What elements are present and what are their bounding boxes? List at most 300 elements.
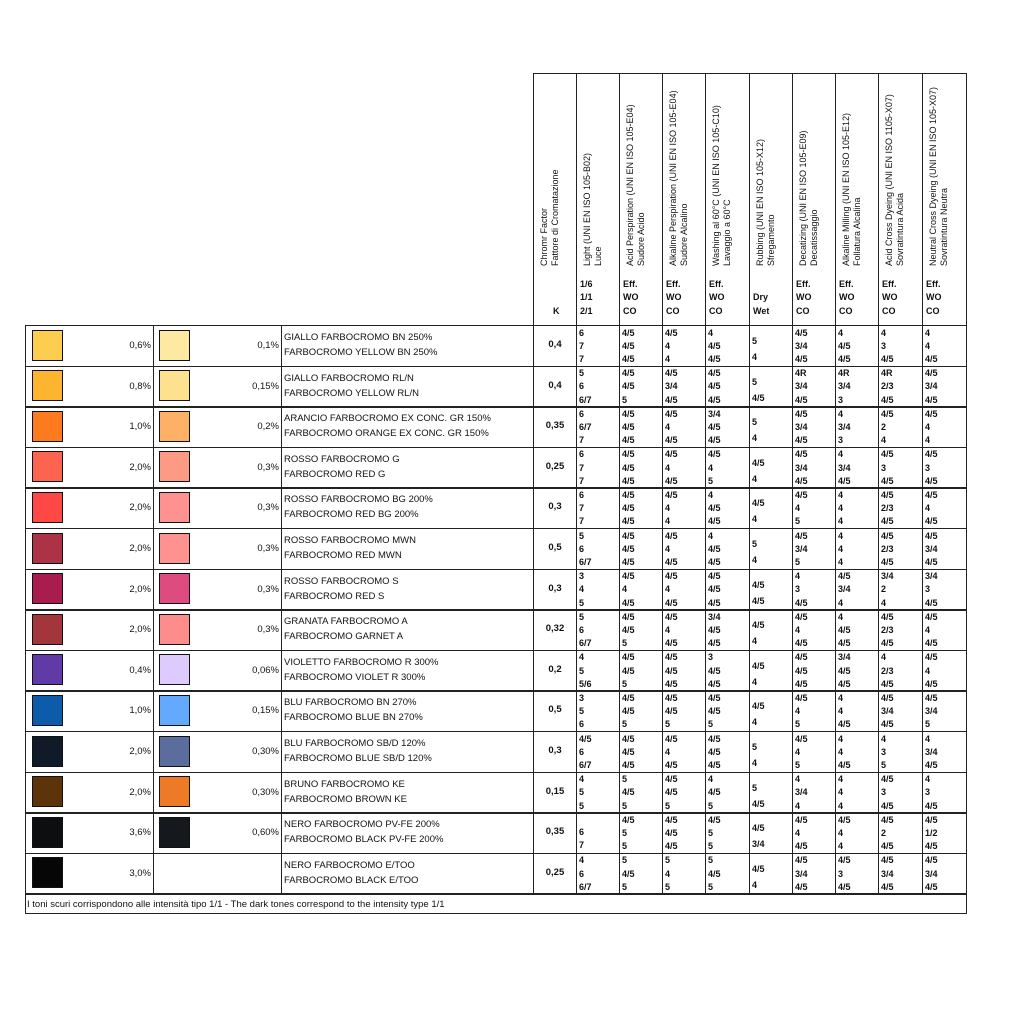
rating-value: 3 xyxy=(795,584,801,595)
rating-cell-acidcross xyxy=(881,611,920,650)
rating-cell-acid xyxy=(622,489,660,528)
light-tone-percent: 0,15% xyxy=(252,380,279,392)
rating-value: 4/5 xyxy=(622,665,635,676)
product-name-it: ROSSO FARBOCROMO MWN xyxy=(284,535,416,546)
rating-value: 4/5 xyxy=(838,340,851,351)
rating-value: 4 xyxy=(708,327,714,338)
product-name-it: ROSSO FARBOCROMO BG 200% xyxy=(284,494,433,506)
rating-cell-neutralcross xyxy=(925,814,964,853)
rating-value: 3/4 xyxy=(838,584,851,595)
rating-value: 4/5 xyxy=(925,678,938,689)
light-tone-swatch xyxy=(159,573,190,604)
rating-value: 4 xyxy=(881,435,887,446)
grid-line xyxy=(705,73,706,893)
rating-value: 4 xyxy=(665,746,671,757)
rating-cell-acid xyxy=(622,570,660,609)
subheader-label: CO xyxy=(882,305,896,316)
product-name-en: FARBOCROMO BLUE BN 270% xyxy=(284,712,423,724)
rating-value: 4 xyxy=(925,774,931,785)
rating-cell-milling xyxy=(838,408,876,447)
rating-cell-alk xyxy=(665,530,703,569)
rating-value: 5 xyxy=(708,475,714,486)
k-factor-value: 0,25 xyxy=(545,866,565,878)
rating-value: 4 xyxy=(838,746,844,757)
dark-tone-swatch xyxy=(32,370,63,401)
rating-cell-acid xyxy=(622,530,660,569)
dark-tone-percent: 3,6% xyxy=(129,827,151,839)
rating-value: 4/5 xyxy=(925,692,938,703)
rating-value: 4/5 xyxy=(622,624,635,635)
rating-value: 4/5 xyxy=(881,774,894,785)
k-factor-value: 0,32 xyxy=(545,623,565,635)
rating-value: 4/5 xyxy=(665,787,678,798)
rating-value: 3/4 xyxy=(925,571,938,582)
rating-value: 4/5 xyxy=(795,855,808,866)
rating-value: 4 xyxy=(795,800,801,811)
rating-value: 3 xyxy=(838,394,844,405)
rating-value: 4/5 xyxy=(881,800,894,811)
column-header-title-line: Neutral Cross Dyeing (UNI EN ISO 105-X07) xyxy=(928,86,938,266)
rating-value: 4 xyxy=(838,841,844,852)
rating-value: 4 xyxy=(752,676,758,687)
rating-value: 5 xyxy=(622,855,628,866)
product-name-en: FARBOCROMO BLACK E/TOO xyxy=(284,874,419,886)
subheader-label: 1/1 xyxy=(580,292,593,303)
k-factor-value: 0,25 xyxy=(545,460,565,472)
rating-cell-rub xyxy=(752,861,790,900)
subheader-label: Eff. xyxy=(839,279,854,289)
rating-value: 2 xyxy=(881,421,887,432)
product-name-it: ARANCIO FARBOCROMO EX CONC. GR 150% xyxy=(284,413,491,425)
dark-tone-percent: 0,6% xyxy=(129,340,151,351)
light-tone-percent: 0,15% xyxy=(252,705,279,717)
rating-cell-decat xyxy=(795,692,833,731)
rating-cell-light xyxy=(579,651,617,690)
rating-value: 3 xyxy=(925,584,931,595)
k-factor-value: 0,35 xyxy=(545,826,565,838)
dark-tone-percent: 2,0% xyxy=(129,583,151,595)
dark-tone-percent: 2,0% xyxy=(129,461,151,473)
rating-value: 4/5 xyxy=(708,543,721,554)
rating-value: 4/5 xyxy=(752,660,765,671)
rating-value: 4 xyxy=(795,827,801,838)
subheader-label: CO xyxy=(623,305,637,316)
grid-line xyxy=(835,73,836,893)
product-name-it: GRANATA FARBOCROMO A xyxy=(284,616,408,628)
rating-value: 4/5 xyxy=(622,733,635,744)
dark-tone-percent: 1,0% xyxy=(129,705,151,717)
rating-value: 4/5 xyxy=(881,678,894,689)
rating-value: 4/5 xyxy=(708,597,721,608)
rating-cell-acidcross xyxy=(881,733,920,772)
rating-cell-milling xyxy=(838,733,876,772)
rating-value: 5 xyxy=(881,760,887,771)
rating-value: 5 xyxy=(795,719,801,730)
rating-value: 4/5 xyxy=(925,855,938,866)
rating-value: 4/5 xyxy=(622,571,635,582)
light-tone-percent: 0,3% xyxy=(257,624,279,636)
rating-value: 4 xyxy=(665,503,671,514)
rating-cell-decat xyxy=(795,814,833,853)
rating-value: 4 xyxy=(838,827,844,838)
rating-value: 4/5 xyxy=(665,489,678,500)
rating-value: 4/5 xyxy=(665,774,678,785)
rating-value: 3 xyxy=(579,692,585,703)
rating-cell-wash xyxy=(708,611,747,650)
rating-cell-acidcross xyxy=(881,651,920,690)
rating-cell-light xyxy=(579,814,617,853)
rating-value: 4/5 xyxy=(665,327,678,338)
rating-value: 4/5 xyxy=(881,814,894,825)
rating-value: 2 xyxy=(881,584,887,595)
rating-value: 4R xyxy=(838,368,850,379)
rating-value: 4/5 xyxy=(622,368,635,379)
subheader-label: CO xyxy=(709,305,723,316)
rating-value: 4/5 xyxy=(665,368,678,379)
rating-value: 4/5 xyxy=(622,597,635,608)
rating-cell-light xyxy=(579,408,617,447)
rating-value: 4 xyxy=(579,774,585,785)
dark-tone-percent: 2,0% xyxy=(129,746,151,757)
rating-value: 4/5 xyxy=(622,787,635,798)
product-name-en: FARBOCROMO BLACK PV-FE 200% xyxy=(284,834,444,846)
subheader-label: WO xyxy=(623,292,639,303)
dark-tone-percent: 0,4% xyxy=(129,664,151,676)
rating-cell-wash xyxy=(708,854,747,893)
k-factor-value: 0,5 xyxy=(548,542,562,553)
rating-cell-acid xyxy=(622,651,660,690)
rating-value: 3 xyxy=(579,571,585,582)
rating-value: 5 xyxy=(708,827,714,838)
rating-value: 4/5 xyxy=(881,638,894,649)
rating-value: 5 xyxy=(665,800,671,811)
rating-value: 4/5 xyxy=(925,489,938,500)
rating-cell-milling xyxy=(838,448,876,487)
rating-value: 4/5 xyxy=(925,516,938,527)
rating-value: 4 xyxy=(881,733,887,744)
column-subheader-alk xyxy=(666,278,682,318)
rating-value: 4/5 xyxy=(752,595,765,606)
column-subheader-rub xyxy=(753,291,769,318)
dark-tone-swatch xyxy=(32,736,63,767)
rating-cell-rub xyxy=(752,455,790,494)
rating-value: 4 xyxy=(925,624,931,635)
rating-value: 6 xyxy=(579,489,585,500)
rating-value: 4/5 xyxy=(795,611,808,622)
rating-value: 6 xyxy=(579,381,585,392)
dark-tone-percent: 0,8% xyxy=(129,380,151,392)
rating-value: 4/5 xyxy=(925,814,938,825)
rating-value: 4/5 xyxy=(795,530,808,541)
rating-cell-wash xyxy=(708,448,747,487)
rating-value: 4/5 xyxy=(708,381,721,392)
rating-cell-neutralcross xyxy=(925,367,964,406)
rating-value: 2/3 xyxy=(881,665,894,676)
rating-cell-milling xyxy=(838,489,876,528)
rating-value: 4/5 xyxy=(795,408,808,419)
rating-cell-decat xyxy=(795,570,833,609)
rating-value: 4/5 xyxy=(925,475,938,486)
column-header-title xyxy=(798,130,820,266)
rating-value: 4/5 xyxy=(708,368,721,379)
dark-tone-swatch xyxy=(32,817,63,848)
rating-value: 4 xyxy=(708,530,714,541)
rating-value: 4 xyxy=(665,584,671,595)
rating-value: 4 xyxy=(925,327,931,338)
column-header-title xyxy=(539,169,561,266)
rating-value: 6 xyxy=(579,719,585,730)
subheader-label: Wet xyxy=(753,305,770,316)
rating-value: 4/5 xyxy=(752,701,765,712)
rating-value: 4/5 xyxy=(665,692,678,703)
rating-value: 4 xyxy=(665,543,671,554)
k-factor-value: 0,5 xyxy=(548,704,562,716)
rating-cell-wash xyxy=(708,692,747,731)
rating-value: 3 xyxy=(838,435,844,446)
rating-value: 6 xyxy=(579,868,585,879)
rating-value: 4 xyxy=(838,449,844,460)
rating-value: 4/5 xyxy=(708,354,721,365)
column-header-title-line: Rubbing (UNI EN ISO 105-X12) xyxy=(755,138,765,266)
rating-value: 4 xyxy=(881,652,887,663)
rating-cell-decat xyxy=(795,448,833,487)
rating-value: 4/5 xyxy=(622,381,635,392)
rating-value: 4/5 xyxy=(881,394,894,405)
dark-tone-swatch xyxy=(32,695,63,726)
dark-tone-swatch xyxy=(32,857,63,888)
column-header-title-line: Fattore di Cromatazione xyxy=(550,169,560,266)
light-tone-percent: 0,06% xyxy=(252,664,279,676)
rating-value: 2/3 xyxy=(881,543,894,554)
rating-value: 4/5 xyxy=(838,665,851,676)
rating-cell-light xyxy=(579,570,617,609)
rating-value: 4/5 xyxy=(881,354,894,365)
rating-value: 4 xyxy=(665,868,671,879)
rating-cell-neutralcross xyxy=(925,773,964,812)
rating-cell-light xyxy=(579,692,617,731)
rating-value: 7 xyxy=(579,435,585,446)
rating-value: 4 xyxy=(579,652,585,663)
rating-value: 4/5 xyxy=(622,489,635,500)
column-header-title-line: Sfregamento xyxy=(766,214,776,266)
column-header-title xyxy=(711,105,733,266)
rating-value: 4 xyxy=(838,503,844,514)
k-factor-value: 0,3 xyxy=(548,745,562,756)
rating-cell-wash xyxy=(708,773,747,812)
product-name-it: BLU FARBOCROMO SB/D 120% xyxy=(284,738,426,749)
rating-cell-neutralcross xyxy=(925,327,964,366)
rating-value: 4 xyxy=(925,340,931,351)
rating-value: 4 xyxy=(622,584,628,595)
rating-cell-alk xyxy=(665,692,703,731)
rating-value: 4/5 xyxy=(838,624,851,635)
subheader-label: CO xyxy=(666,305,680,316)
light-tone-swatch xyxy=(159,492,190,523)
rating-value: 4/5 xyxy=(622,706,635,717)
rating-value: 4/5 xyxy=(838,638,851,649)
k-factor-value: 0,15 xyxy=(545,785,565,797)
rating-value: 6 xyxy=(579,827,585,838)
rating-value: 4/5 xyxy=(925,530,938,541)
rating-value: 3/4 xyxy=(925,543,938,554)
rating-value: 4 xyxy=(795,774,801,785)
rating-value: 4 xyxy=(579,855,585,866)
rating-value: 4/5 xyxy=(708,760,721,771)
grid-line xyxy=(966,73,967,893)
dark-tone-swatch xyxy=(32,451,63,482)
rating-cell-rub xyxy=(752,739,790,778)
rating-value: 4 xyxy=(838,489,844,500)
rating-cell-wash xyxy=(708,651,747,690)
rating-value: 5 xyxy=(622,841,628,852)
dark-tone-swatch xyxy=(32,776,63,807)
rating-cell-decat xyxy=(795,327,833,366)
rating-value: 4/5 xyxy=(665,814,678,825)
rating-value: 6/7 xyxy=(579,421,592,432)
rating-value: 4 xyxy=(925,435,931,446)
light-tone-percent: 0,60% xyxy=(252,827,279,839)
rating-value: 4/5 xyxy=(925,611,938,622)
rating-value: 4/5 xyxy=(665,665,678,676)
rating-cell-acid xyxy=(622,854,660,893)
rating-cell-light xyxy=(579,367,617,406)
rating-value: 4/5 xyxy=(622,516,635,527)
rating-cell-light xyxy=(579,854,617,893)
rating-cell-neutralcross xyxy=(925,489,964,528)
rating-value: 4 xyxy=(925,665,931,676)
rating-value xyxy=(579,814,617,826)
dark-tone-percent: 2,0% xyxy=(129,624,151,636)
rating-cell-wash xyxy=(708,814,747,853)
rating-value: 6 xyxy=(579,327,585,338)
rating-value: 4 xyxy=(752,717,758,728)
rating-value: 4/5 xyxy=(795,638,808,649)
rating-value: 3 xyxy=(881,746,887,757)
rating-value: 4 xyxy=(665,421,671,432)
column-header-title xyxy=(755,139,777,266)
rating-value: 4/5 xyxy=(795,449,808,460)
rating-cell-milling xyxy=(838,611,876,650)
rating-cell-acidcross xyxy=(881,692,920,731)
grid-line xyxy=(533,73,534,893)
rating-value: 4/5 xyxy=(795,665,808,676)
rating-value: 4/5 xyxy=(925,841,938,852)
subheader-label: Eff. xyxy=(666,279,681,289)
rating-value: 5 xyxy=(752,376,758,387)
rating-value: 3 xyxy=(881,340,887,351)
subheader-label: WO xyxy=(796,292,812,303)
rating-value: 5 xyxy=(579,787,585,798)
rating-value: 4/5 xyxy=(881,489,894,500)
subheader-label: Eff. xyxy=(623,279,638,289)
rating-value: 4/5 xyxy=(622,327,635,338)
dark-tone-percent: 1,0% xyxy=(129,421,151,433)
rating-value: 4/5 xyxy=(665,557,678,568)
subheader-label: 1/6 xyxy=(580,279,593,289)
rating-value: 3 xyxy=(838,868,844,879)
rating-value: 4/5 xyxy=(708,394,721,405)
product-name-it: NERO FARBOCROMO E/TOO xyxy=(284,859,415,871)
rating-value: 5 xyxy=(622,638,628,649)
rating-value: 5 xyxy=(579,530,585,541)
light-tone-percent: 0,30% xyxy=(252,786,279,798)
rating-value: 4/5 xyxy=(665,652,678,663)
rating-value: 4/5 xyxy=(881,881,894,892)
rating-cell-rub xyxy=(752,333,790,372)
product-name-en: FARBOCROMO BLUE SB/D 120% xyxy=(284,753,432,764)
rating-value: 4/5 xyxy=(622,557,635,568)
rating-value: 2/3 xyxy=(881,503,894,514)
rating-value: 4/5 xyxy=(665,706,678,717)
grid-line xyxy=(922,73,923,893)
rating-cell-rub xyxy=(752,617,790,656)
rating-value: 4 xyxy=(665,516,671,527)
rating-cell-acid xyxy=(622,367,660,406)
rating-value: 4/5 xyxy=(708,638,721,649)
rating-cell-decat xyxy=(795,651,833,690)
column-header-title-line: Chromr Factor xyxy=(539,207,549,266)
rating-value: 4 xyxy=(665,354,671,365)
rating-value: 4/5 xyxy=(881,516,894,527)
rating-cell-acidcross xyxy=(881,489,920,528)
rating-value: 5 xyxy=(622,719,628,730)
grid-line xyxy=(662,73,663,893)
grid-line xyxy=(792,73,793,893)
rating-value: 4/5 xyxy=(708,421,721,432)
rating-cell-milling xyxy=(838,367,876,406)
product-name-it: BLU FARBOCROMO BN 270% xyxy=(284,697,417,709)
rating-value: 4/5 xyxy=(795,841,808,852)
rating-value: 4 xyxy=(665,340,671,351)
rating-value: 5 xyxy=(752,742,758,752)
rating-cell-milling xyxy=(838,692,876,731)
rating-cell-alk xyxy=(665,327,703,366)
rating-cell-rub xyxy=(752,658,790,697)
light-tone-swatch xyxy=(159,614,190,645)
rating-value: 4/5 xyxy=(925,638,938,649)
rating-cell-milling xyxy=(838,814,876,853)
rating-value: 4/5 xyxy=(665,638,678,649)
rating-value: 4/5 xyxy=(622,449,635,460)
rating-value: 4/5 xyxy=(795,733,808,744)
rating-value: 7 xyxy=(579,354,585,365)
rating-value: 4/5 xyxy=(838,571,851,582)
rating-cell-neutralcross xyxy=(925,408,964,447)
rating-value: 5 xyxy=(708,841,714,852)
light-tone-percent: 0,30% xyxy=(252,746,279,757)
rating-cell-acid xyxy=(622,733,660,772)
rating-value: 4/5 xyxy=(622,611,635,622)
rating-value: 4/5 xyxy=(838,881,851,892)
rating-value: 4/5 xyxy=(665,408,678,419)
rating-value: 4/5 xyxy=(795,692,808,703)
rating-value: 4/5 xyxy=(708,624,721,635)
rating-value: 3/4 xyxy=(708,408,721,419)
rating-value: 7 xyxy=(579,340,585,351)
column-header-title-line: Luce xyxy=(593,246,603,266)
rating-value: 5 xyxy=(925,719,931,730)
rating-cell-decat xyxy=(795,854,833,893)
light-tone-swatch xyxy=(159,533,190,564)
rating-cell-neutralcross xyxy=(925,448,964,487)
rating-value: 5 xyxy=(665,881,671,892)
rating-value: 5 xyxy=(708,881,714,892)
rating-value: 3/4 xyxy=(795,543,808,554)
column-header-title xyxy=(625,104,647,266)
column-subheader-acidcross xyxy=(882,278,898,318)
light-tone-swatch xyxy=(159,654,190,685)
rating-value: 4 xyxy=(579,584,585,595)
